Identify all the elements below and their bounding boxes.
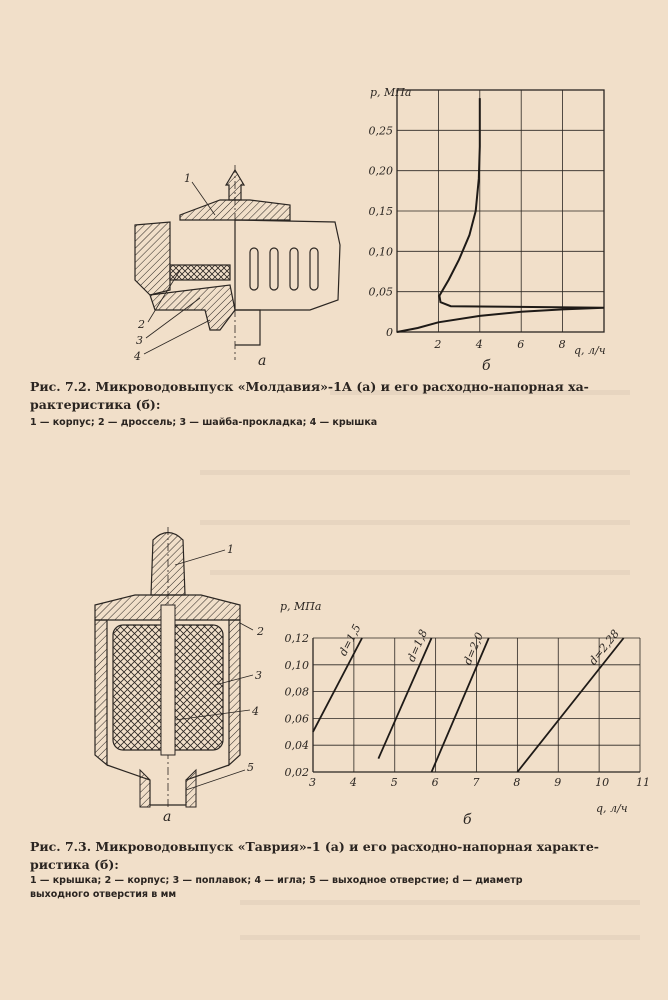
x-tick-label: 2 bbox=[434, 338, 442, 351]
y-tick-label: 0,02 bbox=[284, 766, 309, 779]
x-tick-label: 9 bbox=[554, 776, 562, 789]
callout-label: 5 bbox=[247, 761, 254, 774]
y-tick-label: 0,15 bbox=[368, 205, 393, 218]
legend-line: 1 — крышка; 2 — корпус; 3 — поплавок; 4 — игла; 5 — выходное отверстие; d — диаметр bbox=[30, 875, 523, 886]
y-tick-label: 0 bbox=[386, 326, 393, 339]
x-tick-label: 4 bbox=[475, 338, 483, 351]
series-label: d=1,5 bbox=[336, 622, 364, 659]
fig73-caption bbox=[30, 838, 650, 874]
y-axis-label: р, МПа bbox=[280, 600, 322, 613]
series-line bbox=[432, 638, 489, 772]
bleed-through-line bbox=[240, 935, 640, 940]
callout-label: 2 bbox=[138, 318, 145, 331]
series-line bbox=[517, 638, 623, 772]
y-tick-label: 0,10 bbox=[284, 658, 309, 672]
y-tick-label: 0,25 bbox=[368, 124, 393, 138]
caption-line: Рис. 7.2. Микроводовыпуск «Молдавия»-1А (а) и его расходно-напорная ха- bbox=[30, 379, 589, 394]
fig73-chart bbox=[278, 598, 653, 828]
x-tick-label: 3 bbox=[309, 776, 316, 789]
y-tick-label: 0,20 bbox=[368, 164, 393, 178]
y-tick-label: 0,10 bbox=[368, 245, 393, 259]
fig73-legend bbox=[30, 874, 650, 902]
series-line bbox=[397, 98, 604, 332]
series-label: d=1,8 bbox=[404, 627, 431, 664]
drawing-sublabel: а bbox=[163, 809, 172, 825]
y-axis-label: р, МПа bbox=[370, 86, 412, 99]
y-tick-label: 0,06 bbox=[284, 712, 309, 726]
y-tick-label: 0,05 bbox=[368, 285, 393, 299]
fig72-legend: 1 — корпус; 2 — дроссель; 3 — шайба-прокладка; 4 — крышка bbox=[30, 417, 378, 428]
x-tick-label: 6 bbox=[431, 776, 439, 789]
x-tick-label: 8 bbox=[513, 776, 521, 789]
callout-label: 4 bbox=[134, 350, 141, 363]
y-tick-label: 0,04 bbox=[284, 739, 309, 753]
callout-label: 1 bbox=[184, 172, 191, 185]
fig72-chart bbox=[362, 82, 612, 372]
x-tick-label: 7 bbox=[472, 776, 480, 789]
x-tick-label: 5 bbox=[390, 776, 398, 789]
x-tick-label: 6 bbox=[517, 338, 525, 351]
callout-label: 2 bbox=[257, 625, 264, 638]
fig73-drawing bbox=[75, 525, 280, 825]
x-axis-label: q, л/ч bbox=[596, 802, 628, 815]
callout-label: 3 bbox=[136, 334, 143, 347]
x-axis-label: q, л/ч bbox=[574, 344, 606, 357]
caption-line: ристика (б): bbox=[30, 857, 119, 872]
x-tick-label: 10 bbox=[595, 776, 610, 789]
y-tick-label: 0,08 bbox=[284, 685, 309, 699]
y-tick-label: 0,12 bbox=[284, 632, 309, 645]
bleed-through-line bbox=[200, 470, 630, 475]
fig72-caption bbox=[30, 378, 650, 414]
callout-label: 3 bbox=[255, 669, 262, 682]
series-label: d=2,0 bbox=[460, 630, 487, 667]
x-tick-label: 8 bbox=[558, 338, 566, 351]
series-label: d=2,28 bbox=[586, 627, 622, 668]
caption-line: Рис. 7.3. Микроводовыпуск «Таврия»-1 (а) и его расходно-напорная характе- bbox=[30, 839, 599, 854]
x-tick-label: 11 bbox=[636, 776, 650, 789]
callout-label: 1 bbox=[227, 543, 234, 556]
fig72-drawing bbox=[110, 160, 360, 370]
x-tick-label: 4 bbox=[349, 776, 357, 789]
chart-sublabel: б bbox=[463, 812, 472, 828]
callout-label: 4 bbox=[252, 705, 259, 718]
caption-line: рактеристика (б): bbox=[30, 397, 161, 412]
legend-line: выходного отверстия в мм bbox=[30, 889, 177, 900]
chart-sublabel: б bbox=[482, 358, 491, 372]
drawing-sublabel: а bbox=[258, 353, 267, 369]
